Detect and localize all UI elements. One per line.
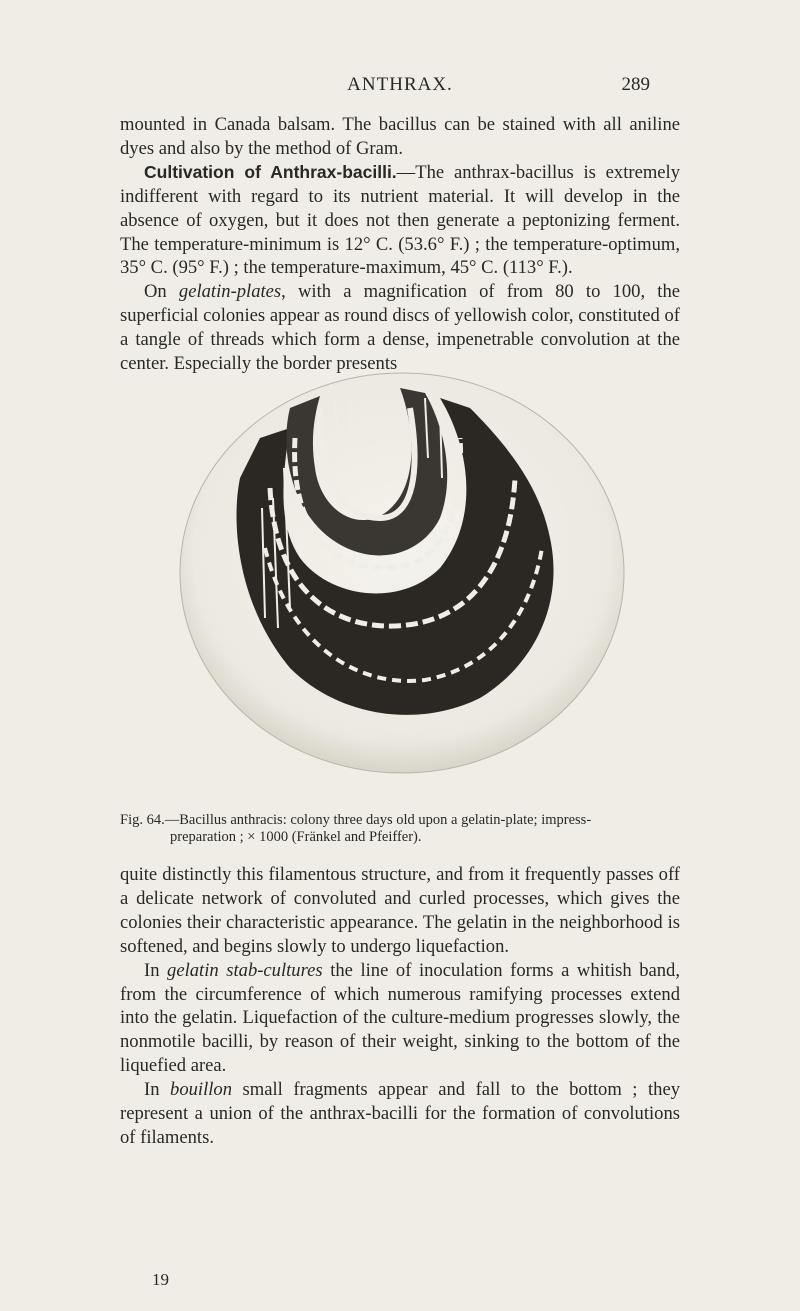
- page-number: 289: [621, 74, 650, 95]
- running-head: ANTHRAX.: [347, 74, 453, 95]
- paragraph-5-lead: In: [144, 959, 168, 981]
- paragraph-5-text: the line of inoculation forms a whitish band, from the circumference of which numerous ramifying processes extend into the gelatin. Liquefaction of the culture-medium progresses slowly, the nonmotile bacilli, by reason of their weight, sinking to the bottom of the liquefied area.: [120, 959, 681, 1077]
- stab-cultures-term: gelatin stab-cultures: [167, 959, 323, 981]
- bottom-text-block: [120, 863, 680, 1150]
- paragraph-6-text: small fragments appear and fall to the bottom ; they represent a union of the anthrax-bacilli for the formation of convolutions of filaments.: [120, 1079, 681, 1148]
- paragraph-6: [120, 1078, 680, 1150]
- paragraph-4: quite distinctly this filamentous structure, and from it frequently passes off a delicate network of convoluted and curled processes, which gives the colonies their characteristic appearance. The gelatin in the neighborhood is softened, and begins slowly to undergo liquefaction.: [120, 864, 680, 957]
- signature-mark: 19: [152, 1270, 169, 1289]
- gelatin-plates-term: gelatin-plates: [178, 281, 282, 303]
- figure-64-colony-illustration: [170, 368, 630, 798]
- paragraph-2-text: —The anthrax-bacillus is extremely indifferent with regard to its nutrient material. It will develop in the absence of oxygen, but it does not then generate a peptonizing ferment. The temperature-minimum is 12° C. (53.6° F.) ; the temperature-optimum, 35° C. (95° F.) ; the temperature-maximum, 45° C. (113° F.).: [120, 161, 681, 279]
- caption-line-2: preparation ; × 1000 (Fränkel and Pfeiffer).: [170, 829, 422, 845]
- paragraph-5: [120, 959, 680, 1079]
- caption-line-1: Fig. 64.—Bacillus anthracis: colony three days old upon a gelatin-plate; impress-: [120, 812, 592, 828]
- colony-drawing: [170, 368, 630, 798]
- top-text-block: [120, 113, 680, 376]
- paragraph-3: [120, 280, 680, 376]
- page-header: [0, 74, 800, 104]
- figure-caption: [120, 812, 680, 846]
- bouillon-term: bouillon: [170, 1079, 232, 1101]
- paragraph-2: [120, 161, 680, 281]
- cultivation-heading: Cultivation of Anthrax-bacilli.: [144, 161, 397, 182]
- paragraph-3-lead: On: [144, 281, 179, 303]
- paragraph-6-lead: In: [144, 1079, 171, 1101]
- paragraph-1: mounted in Canada balsam. The bacillus can be stained with all aniline dyes and also by the method of Gram.: [120, 114, 680, 159]
- paragraph-3-text: , with a magnification of from 80 to 100, the superficial colonies appear as round discs of yellowish color, constituted of a tangle of threads which form a dense, impenetrable convolution at the center. Especially the border presents: [120, 281, 680, 375]
